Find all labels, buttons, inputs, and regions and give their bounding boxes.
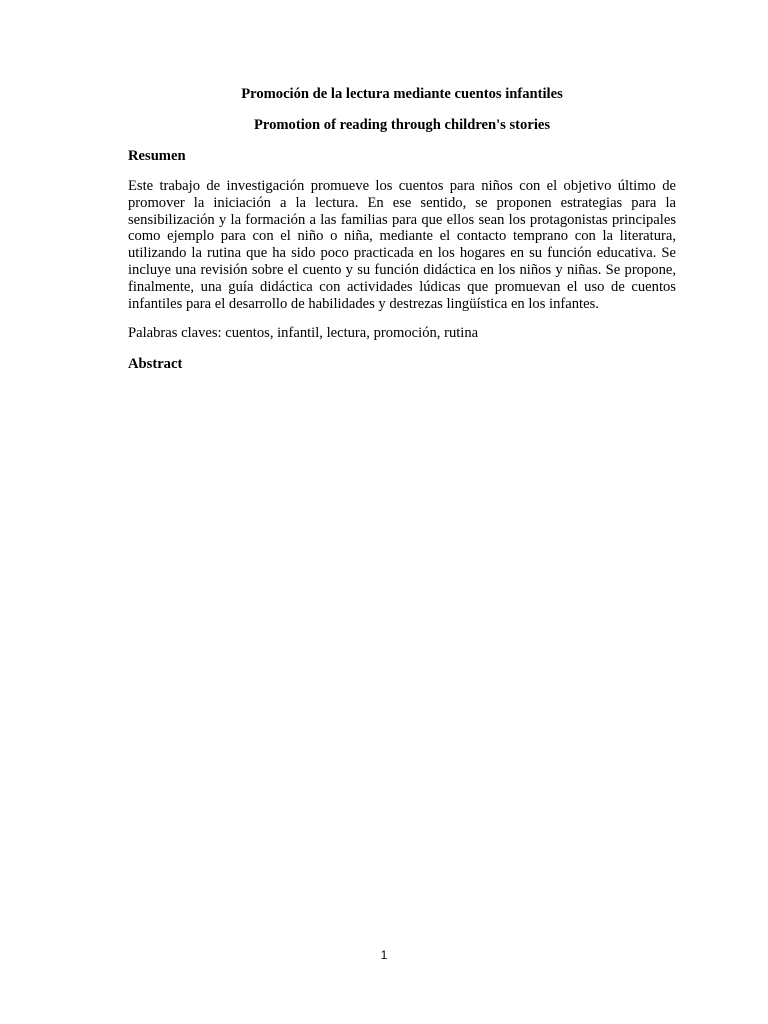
abstract-heading: Abstract <box>128 356 183 373</box>
page-number: 1 <box>380 948 388 962</box>
resumen-heading: Resumen <box>128 148 186 164</box>
title-english: Promotion of reading through children's stories <box>253 117 551 133</box>
page-content <box>128 86 676 373</box>
title-spanish: Promoción de la lectura mediante cuentos infantiles <box>241 86 563 102</box>
keywords-line: Palabras claves: cuentos, infantil, lectura, promoción, rutina <box>128 325 479 342</box>
resumen-paragraph: Este trabajo de investigación promueve los cuentos para niños con el objetivo último de promover la iniciación a la lectura. En ese sentido, se proponen estrategias para la sensibilización y la formación a las familias para que ellos sean los protagonistas principales como ejemplo para con el niño o niña, mediante el contacto temprano con la literatura, utilizando la rutina que ha sido poco practicada en los hogares en su función educativa. Se incluye una revisión sobre el cuento y su función didáctica en los niños y niñas. Se propone, finalmente, una guía didáctica con actividades lúdicas que promuevan el uso de cuentos infantiles para el desarrollo de habilidades y destrezas lingüística en los infantes. <box>128 178 676 312</box>
